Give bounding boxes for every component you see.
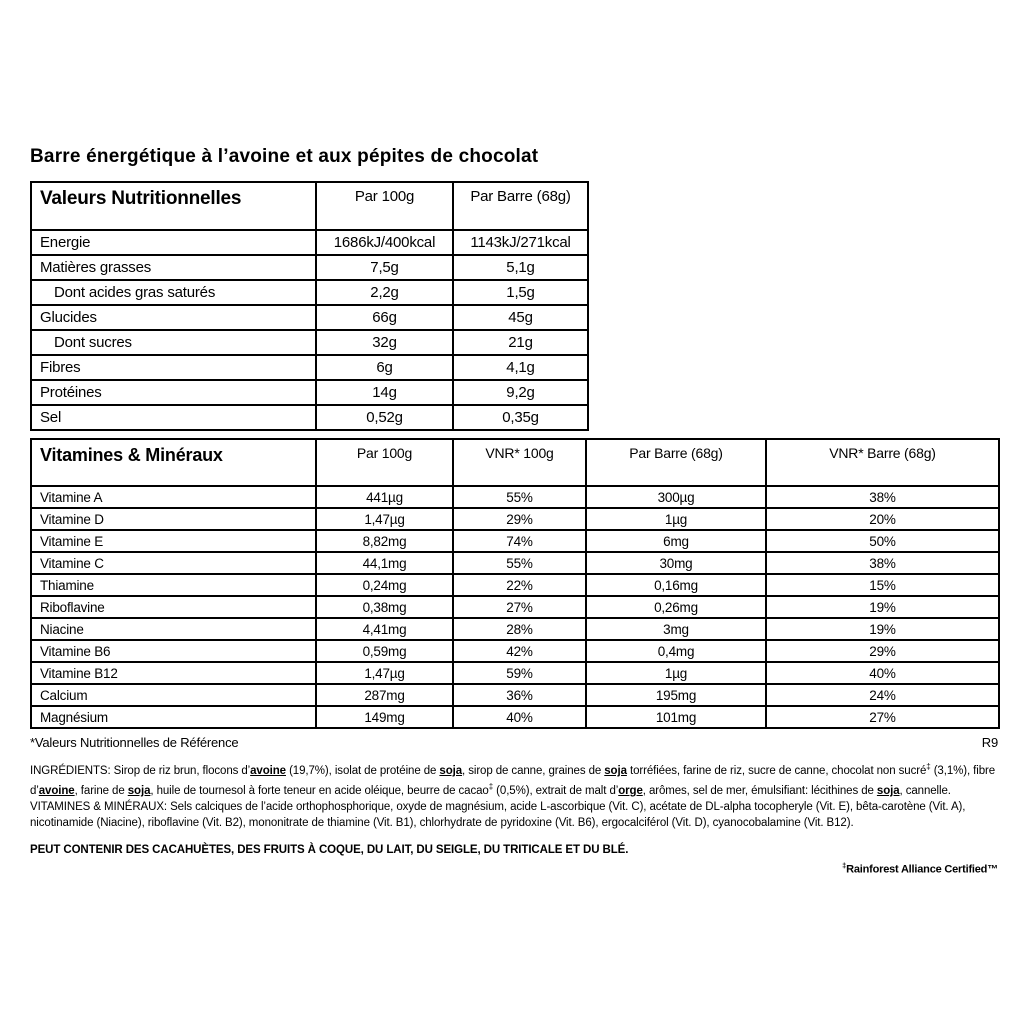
table-row <box>31 405 588 430</box>
row-value: 287mg <box>316 684 453 706</box>
row-value: 0,4mg <box>586 640 766 662</box>
table-row <box>31 255 588 280</box>
row-label: Vitamine E <box>31 530 316 552</box>
row-value: 441µg <box>316 486 453 508</box>
allergen-ingredient: soja <box>876 784 900 797</box>
table-row <box>31 355 588 380</box>
row-value: 0,52g <box>316 405 453 430</box>
row-label: Thiamine <box>31 574 316 596</box>
nutrition-table <box>30 181 589 431</box>
ingredient-text: torréfiées, farine de riz, sucre de canne, chocolat non sucré <box>626 764 927 777</box>
row-value: 0,16mg <box>586 574 766 596</box>
row-value: 1,47µg <box>316 508 453 530</box>
row-value: 14g <box>316 380 453 405</box>
row-value: 5,1g <box>453 255 588 280</box>
row-value: 300µg <box>586 486 766 508</box>
row-label: Dont sucres <box>31 330 316 355</box>
table-row <box>31 305 588 330</box>
nutrition-table-body <box>31 230 588 430</box>
row-label: Vitamine C <box>31 552 316 574</box>
row-label: Sel <box>31 405 316 430</box>
ingredient-text: (3,1%), fibre d’ <box>30 764 996 797</box>
row-label: Glucides <box>31 305 316 330</box>
table-row <box>31 640 999 662</box>
row-label: Fibres <box>31 355 316 380</box>
row-value: 42% <box>453 640 586 662</box>
row-value: 1µg <box>586 508 766 530</box>
row-value: 36% <box>453 684 586 706</box>
row-value: 1,47µg <box>316 662 453 684</box>
row-label: Riboflavine <box>31 596 316 618</box>
vitamins-col-vnrbar: VNR* Barre (68g) <box>766 439 999 486</box>
row-value: 149mg <box>316 706 453 728</box>
row-label: Niacine <box>31 618 316 640</box>
table-row <box>31 662 999 684</box>
table-row <box>31 574 999 596</box>
row-value: 195mg <box>586 684 766 706</box>
certification-mark: ‡ <box>842 860 847 870</box>
row-value: 40% <box>453 706 586 728</box>
ingredient-text: INGRÉDIENTS: Sirop de riz brun, flocons d’ <box>30 764 251 777</box>
table-row <box>31 684 999 706</box>
ingredient-text: , farine de <box>74 784 128 797</box>
vitamins-table <box>30 438 1000 729</box>
allergen-ingredient: orge <box>618 784 643 797</box>
ingredient-text: (0,5%), extrait de malt d’ <box>493 784 619 797</box>
row-value: 38% <box>766 486 999 508</box>
table-row <box>31 330 588 355</box>
row-value: 40% <box>766 662 999 684</box>
row-value: 27% <box>453 596 586 618</box>
vitamins-col-per100g: Par 100g <box>316 439 453 486</box>
table-row <box>31 486 999 508</box>
product-title: Barre énergétique à l’avoine et aux pépites de chocolat <box>30 146 539 167</box>
table-row <box>31 530 999 552</box>
row-label: Magnésium <box>31 706 316 728</box>
row-label: Vitamine B12 <box>31 662 316 684</box>
certification-note <box>30 861 998 876</box>
row-value: 24% <box>766 684 999 706</box>
row-value: 74% <box>453 530 586 552</box>
nutrition-table-header <box>31 182 588 230</box>
row-value: 66g <box>316 305 453 330</box>
table-row <box>31 380 588 405</box>
table-row <box>31 230 588 255</box>
row-value: 21g <box>453 330 588 355</box>
row-value: 8,82mg <box>316 530 453 552</box>
row-value: 1µg <box>586 662 766 684</box>
row-value: 27% <box>766 706 999 728</box>
row-value: 55% <box>453 486 586 508</box>
reference-footnote: *Valeurs Nutritionnelles de Référence <box>30 735 239 750</box>
row-value: 6mg <box>586 530 766 552</box>
vitamins-table-body <box>31 486 999 728</box>
row-label: Calcium <box>31 684 316 706</box>
table-row <box>31 552 999 574</box>
row-label: Protéines <box>31 380 316 405</box>
table-row <box>31 596 999 618</box>
row-value: 4,41mg <box>316 618 453 640</box>
row-value: 0,26mg <box>586 596 766 618</box>
row-label: Vitamine B6 <box>31 640 316 662</box>
row-value: 19% <box>766 596 999 618</box>
row-value: 28% <box>453 618 586 640</box>
row-value: 55% <box>453 552 586 574</box>
row-value: 20% <box>766 508 999 530</box>
table-row <box>31 280 588 305</box>
row-value: 0,59mg <box>316 640 453 662</box>
row-value: 50% <box>766 530 999 552</box>
ingredient-text: , arômes, sel de mer, émulsifiant: lécithines de <box>642 784 877 797</box>
ingredient-text: , cannelle. VITAMINES & MINÉRAUX: Sels calciques de l’acide orthophosphorique, oxyde de magnésium, acide L-ascorbique (Vit. C), acétate de DL-alpha tocopheryle (Vit. E), bêta-carotène (Vit. A), nicotinamide (Niacine), riboflavine (Vit. B2), mononitrate de thiamine (Vit. B1), chlorhydrate de pyridoxine (Vit. B6), ergocalciférol (Vit. D), cyanocobalamine (Vit. B12). <box>30 784 966 829</box>
row-value: 4,1g <box>453 355 588 380</box>
row-value: 6g <box>316 355 453 380</box>
row-value: 32g <box>316 330 453 355</box>
row-value: 1,5g <box>453 280 588 305</box>
ingredient-text: ‡ <box>488 781 494 791</box>
allergen-ingredient: soja <box>604 764 627 777</box>
row-value: 22% <box>453 574 586 596</box>
row-value: 30mg <box>586 552 766 574</box>
row-value: 7,5g <box>316 255 453 280</box>
nutrition-col-perbar: Par Barre (68g) <box>453 182 588 230</box>
footnote-row <box>30 735 998 750</box>
allergen-ingredient: soja <box>127 784 151 797</box>
row-value: 1143kJ/271kcal <box>453 230 588 255</box>
row-label: Vitamine A <box>31 486 316 508</box>
certification-text: Rainforest Alliance Certified™ <box>846 863 998 876</box>
ingredient-text: , huile de tournesol à forte teneur en acide oléique, beurre de cacao <box>150 784 489 797</box>
ingredient-text: , sirop de canne, graines de <box>462 764 605 777</box>
nutrition-table-title: Valeurs Nutritionnelles <box>31 182 316 230</box>
row-value: 19% <box>766 618 999 640</box>
row-label: Matières grasses <box>31 255 316 280</box>
row-value: 29% <box>453 508 586 530</box>
allergen-ingredient: avoine <box>250 764 286 777</box>
row-label: Vitamine D <box>31 508 316 530</box>
vitamins-col-perbar: Par Barre (68g) <box>586 439 766 486</box>
row-value: 15% <box>766 574 999 596</box>
table-row <box>31 508 999 530</box>
row-value: 2,2g <box>316 280 453 305</box>
allergen-ingredient: avoine <box>38 784 75 797</box>
revision-code: R9 <box>981 735 998 750</box>
row-value: 44,1mg <box>316 552 453 574</box>
allergen-ingredient: soja <box>439 764 463 777</box>
row-value: 9,2g <box>453 380 588 405</box>
row-value: 59% <box>453 662 586 684</box>
row-value: 0,38mg <box>316 596 453 618</box>
table-row <box>31 618 999 640</box>
vitamins-table-title: Vitamines & Minéraux <box>31 439 316 486</box>
ingredients-text <box>30 759 1005 831</box>
ingredient-text: (19,7%), isolat de protéine de <box>285 764 440 777</box>
nutrition-col-per100g: Par 100g <box>316 182 453 230</box>
row-label: Energie <box>31 230 316 255</box>
row-value: 0,24mg <box>316 574 453 596</box>
row-value: 3mg <box>586 618 766 640</box>
vitamins-table-header <box>31 439 999 486</box>
row-value: 0,35g <box>453 405 588 430</box>
allergen-statement: PEUT CONTENIR DES CACAHUÈTES, DES FRUITS À COQUE, DU LAIT, DU SEIGLE, DU TRITICALE ET DU BLÉ. <box>30 843 629 856</box>
row-value: 29% <box>766 640 999 662</box>
row-label: Dont acides gras saturés <box>31 280 316 305</box>
ingredient-text: ‡ <box>926 762 931 771</box>
row-value: 45g <box>453 305 588 330</box>
row-value: 1686kJ/400kcal <box>316 230 453 255</box>
vitamins-col-vnr100g: VNR* 100g <box>453 439 586 486</box>
table-row <box>31 706 999 728</box>
row-value: 101mg <box>586 706 766 728</box>
row-value: 38% <box>766 552 999 574</box>
